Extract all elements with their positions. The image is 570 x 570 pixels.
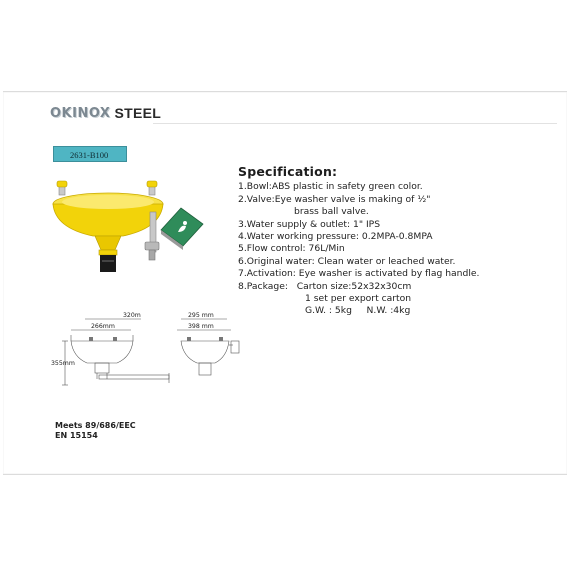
dimension-drawing [51, 307, 251, 397]
dim-398-label: 398 mm [188, 323, 214, 330]
spec-line-bowl: 1.Bowl:ABS plastic in safety green color. [238, 181, 423, 193]
cert-line-standard: EN 15154 [55, 431, 98, 440]
spec-line-water: 6.Original water: Clean water or leached water. [238, 255, 456, 267]
spec-line-valve: 2.Valve:Eye washer valve is making of ½" [238, 193, 431, 205]
right-nozzle-icon [147, 181, 157, 195]
model-tag: 2631-B100 [53, 146, 127, 162]
spec-line-valve-cont: brass ball valve. [294, 206, 369, 218]
spec-line-package: 8.Package: Carton size:52x32x30cm [238, 280, 412, 292]
spec-line-flow: 5.Flow control: 76L/Min [238, 243, 345, 255]
dim-320-label: 320m [123, 312, 141, 319]
spec-line-supply: 3.Water supply & outlet: 1" IPS [238, 218, 381, 230]
dim-266-label: 266mm [91, 323, 115, 330]
eyewash-product-image [43, 180, 218, 280]
cert-line-directive: Meets 89/686/EEC [55, 421, 136, 430]
green-sign-icon [161, 208, 203, 250]
brand-header [50, 104, 161, 122]
certification-block [55, 421, 136, 441]
header-divider [153, 123, 557, 124]
dim-355-label: 355mm [51, 360, 75, 367]
specification-title: Specification: [238, 164, 338, 179]
spec-line-pressure: 4.Water working pressure: 0.2MPA-0.8MPA [238, 231, 433, 243]
spec-line-package-set: 1 set per export carton [305, 293, 412, 305]
spec-line-activation: 7.Activation: Eye washer is activated by flag handle. [238, 268, 480, 280]
dim-295-label: 295 mm [188, 312, 214, 319]
spec-line-package-weight: G.W. : 5kg N.W. :4kg [305, 305, 411, 317]
brand-logo: OKINOX [50, 105, 111, 121]
brand-word: STEEL [114, 105, 162, 121]
spec-sheet [3, 91, 567, 475]
specification-block [238, 166, 558, 318]
left-nozzle-icon [57, 181, 67, 195]
